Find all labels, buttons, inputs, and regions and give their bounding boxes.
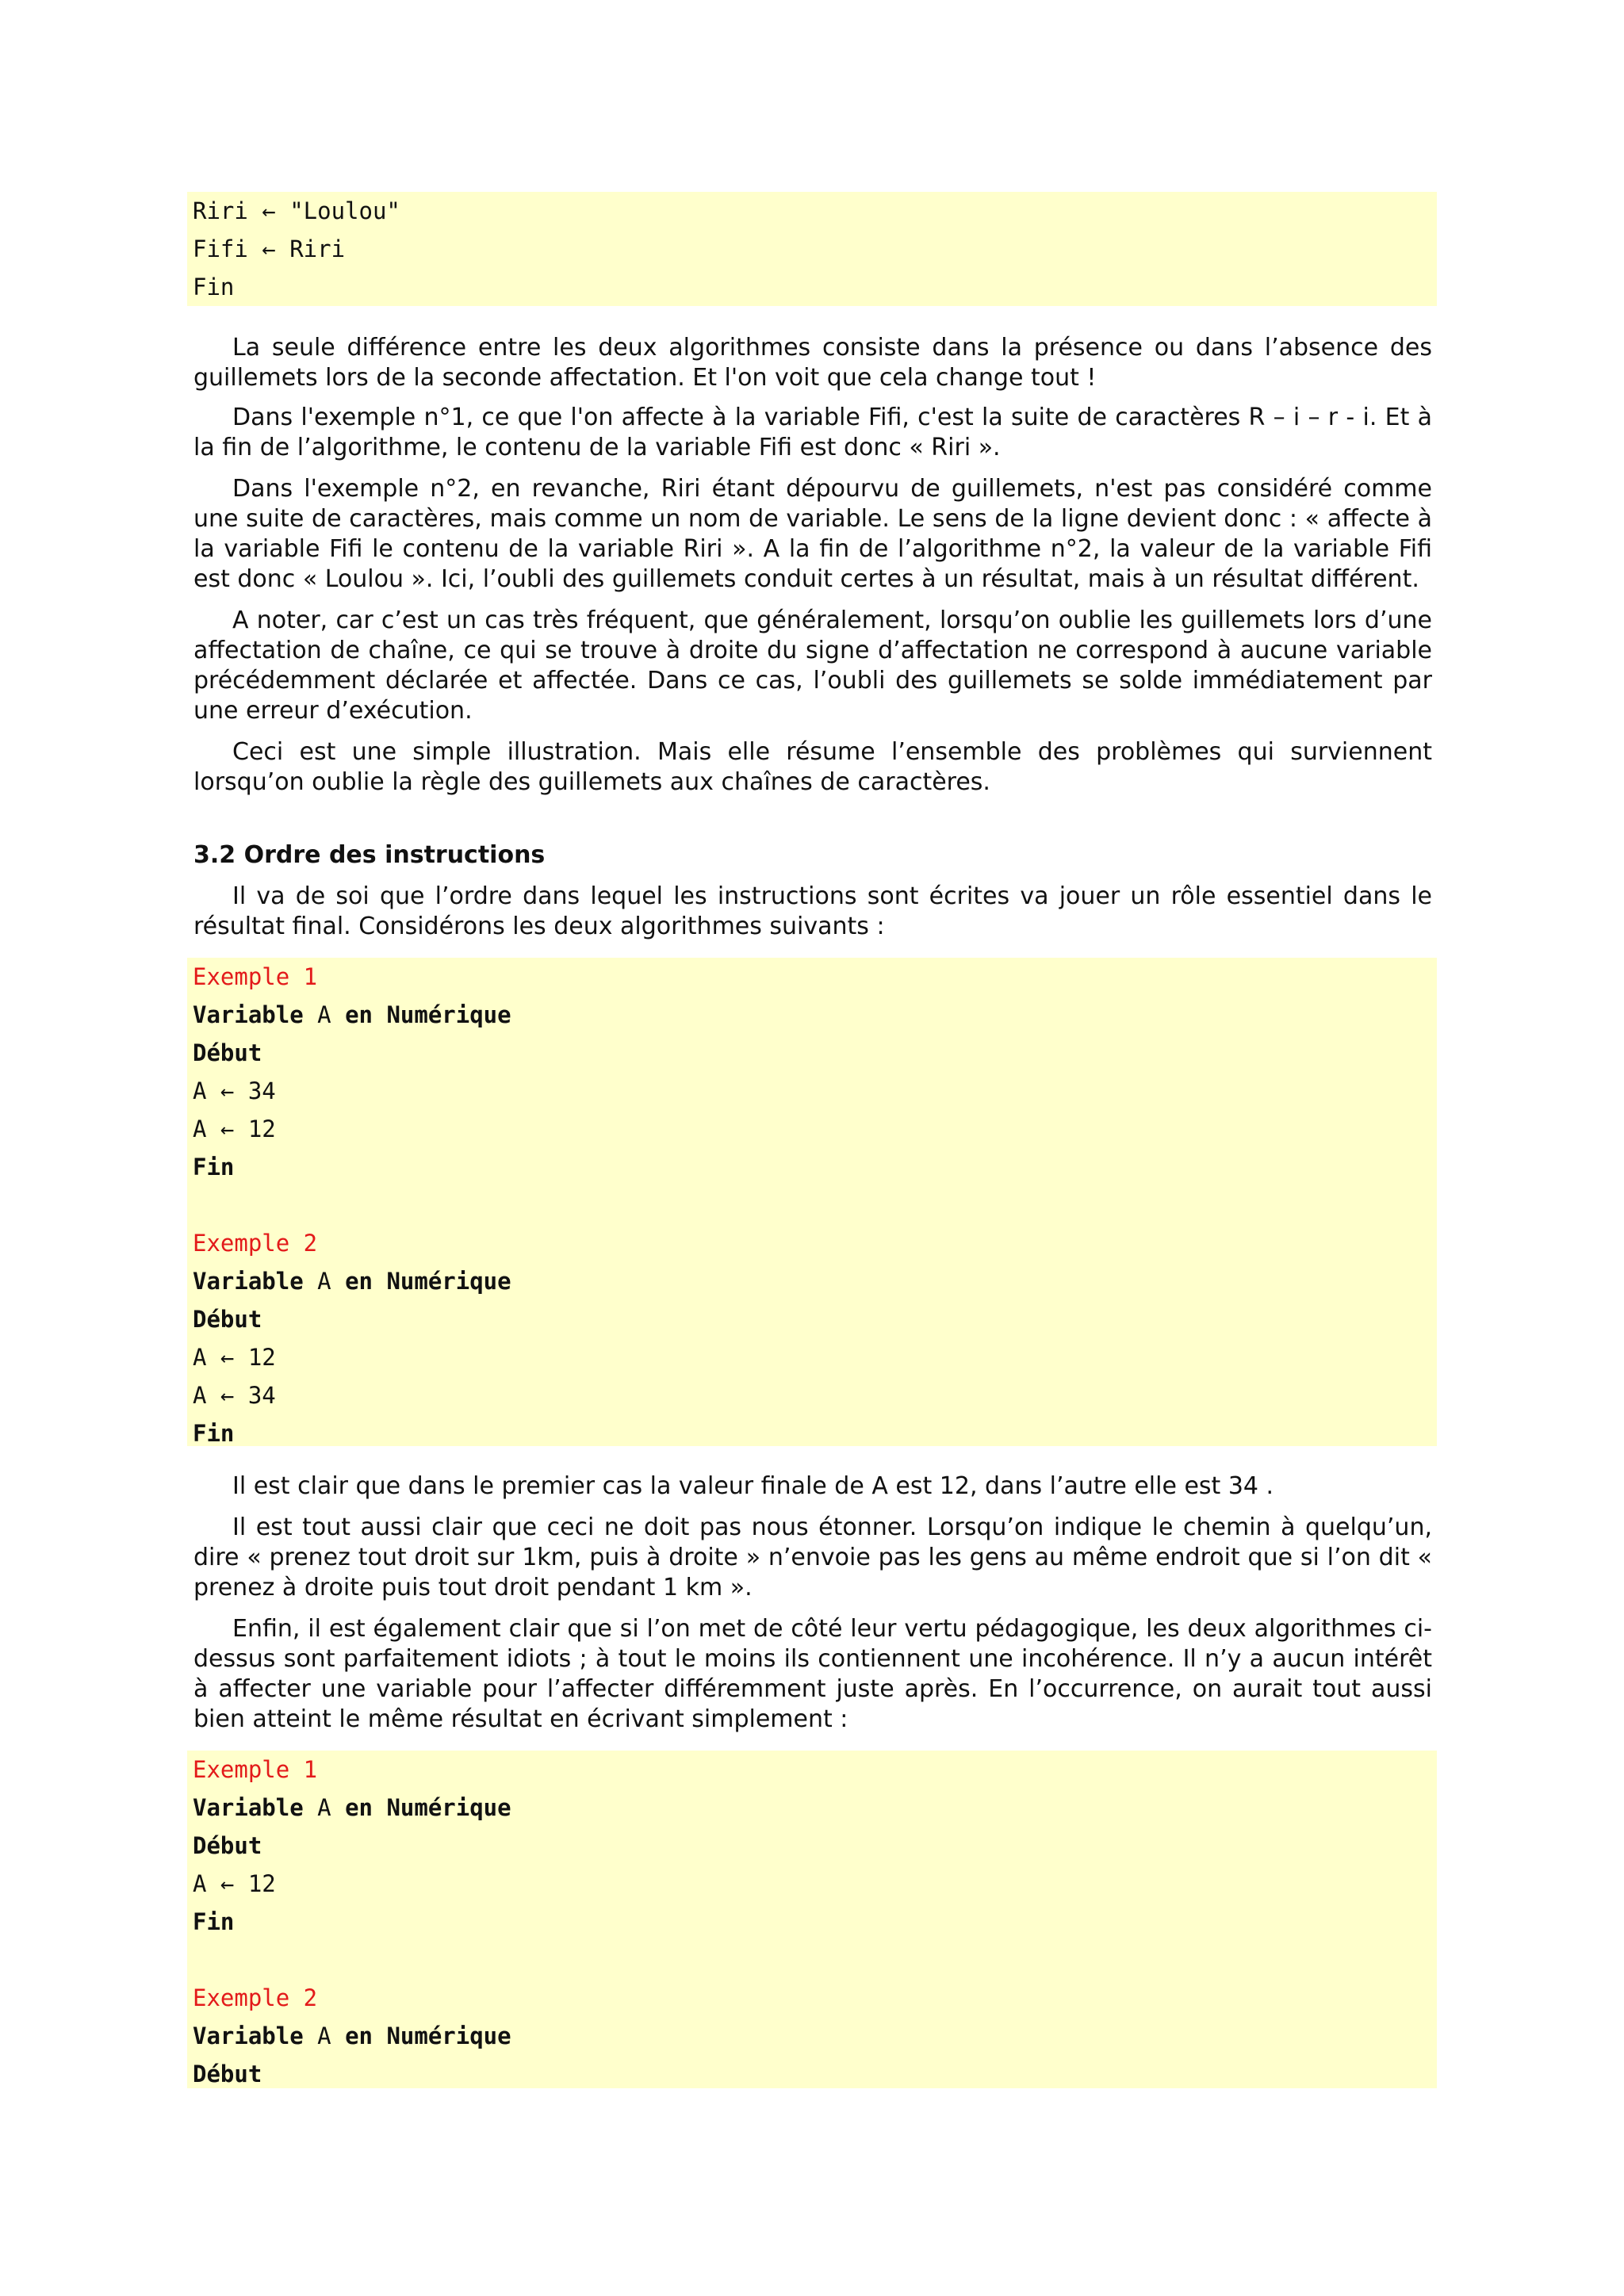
variable-name: A xyxy=(303,2022,346,2049)
keyword: Fin xyxy=(193,1154,235,1181)
example-label: Exemple 1 xyxy=(193,963,318,990)
keyword: Début xyxy=(193,1306,262,1333)
code-block-middle xyxy=(187,958,1437,1446)
example-label: Exemple 2 xyxy=(193,1984,318,2011)
code-line xyxy=(193,1300,262,1338)
keyword: Début xyxy=(193,1832,262,1859)
paragraph: Enfin, il est également clair que si l’on met de côté leur vertu pédagogique, les deux algorithmes ci-dessus sont parfaitement idiots ; à tout le moins ils contiennent une incohérence. Il n’y a aucun intérêt à affecter une variable pour l’affecter différemment juste après. En l’occurrence, on aurait tout aussi bien atteint le même résultat en écrivant simplement : xyxy=(193,1615,1432,1733)
variable-name: A xyxy=(303,1001,346,1028)
code-line xyxy=(193,2017,511,2055)
keyword: Fin xyxy=(193,1420,235,1447)
code-line: Riri ← "Loulou" xyxy=(193,197,400,224)
code-line: A ← 34 xyxy=(193,1077,276,1104)
paragraph: Ceci est une simple illustration. Mais elle résume l’ensemble des problèmes qui surviennent lorsqu’on oublie la règle des guillemets aux chaînes de caractères. xyxy=(193,738,1432,796)
code-line xyxy=(193,1414,234,1452)
paragraph: A noter, car c’est un cas très fréquent, que généralement, lorsqu’on oublie les guillemets lors d’une affectation de chaîne, ce qui se trouve à droite du signe d’affectation ne correspond à aucune variable précédemment déclarée et affectée. Dans ce cas, l’oubli des guillemets se solde immédiatement par une erreur d’exécution. xyxy=(193,607,1432,725)
variable-name: A xyxy=(303,1268,346,1295)
code-line xyxy=(193,1903,234,1941)
code-block-bottom xyxy=(187,1751,1437,2088)
section-heading: 3.2 Ordre des instructions xyxy=(193,841,546,869)
keyword: Variable xyxy=(193,1268,304,1295)
keyword: en Numérique xyxy=(345,1268,511,1295)
code-line: Fin xyxy=(193,274,235,300)
code-block-top xyxy=(187,192,1437,306)
paragraph: Il est clair que dans le premier cas la valeur finale de A est 12, dans l’autre elle est 34 . xyxy=(232,1472,1274,1500)
code-line: A ← 34 xyxy=(193,1382,276,1409)
keyword: Début xyxy=(193,1039,262,1066)
paragraph: Il est tout aussi clair que ceci ne doit pas nous étonner. Lorsqu’on indique le chemin à quelqu’un, dire « prenez tout droit sur 1km, puis à droite » n’envoie pas les gens au même endroit que si l’on dit « prenez à droite puis tout droit pendant 1 km ». xyxy=(193,1513,1432,1601)
keyword: Fin xyxy=(193,1908,235,1935)
keyword: Début xyxy=(193,2061,262,2087)
code-line xyxy=(193,1262,511,1300)
code-line: Fifi ← Riri xyxy=(193,235,346,262)
code-line xyxy=(193,2055,262,2093)
code-line xyxy=(193,1034,262,1072)
variable-name: A xyxy=(303,1794,346,1821)
keyword: en Numérique xyxy=(345,1794,511,1821)
code-line: A ← 12 xyxy=(193,1344,276,1371)
keyword: Variable xyxy=(193,1794,304,1821)
example-label: Exemple 2 xyxy=(193,1230,318,1257)
keyword: Variable xyxy=(193,2022,304,2049)
code-line xyxy=(193,1827,262,1865)
code-line: A ← 12 xyxy=(193,1115,276,1142)
example-label: Exemple 1 xyxy=(193,1756,318,1783)
code-line: A ← 12 xyxy=(193,1870,276,1897)
code-line xyxy=(193,1148,234,1186)
keyword: Variable xyxy=(193,1001,304,1028)
paragraph: La seule différence entre les deux algorithmes consiste dans la présence ou dans l’absence des guillemets lors de la seconde affectation. Et l'on voit que cela change tout ! xyxy=(193,334,1432,392)
paragraph: Il va de soi que l’ordre dans lequel les instructions sont écrites va jouer un rôle essentiel dans le résultat final. Considérons les deux algorithmes suivants : xyxy=(193,882,1432,940)
code-line xyxy=(193,1789,511,1827)
paragraph: Dans l'exemple n°2, en revanche, Riri étant dépourvu de guillemets, n'est pas considéré comme une suite de caractères, mais comme un nom de variable. Le sens de la ligne devient donc : « affecte à la variable Fifi le contenu de la variable Riri ». A la fin de l’algorithme n°2, la valeur de la variable Fifi est donc « Loulou ». Ici, l’oubli des guillemets conduit certes à un résultat, mais à un résultat différent. xyxy=(193,475,1432,593)
keyword: en Numérique xyxy=(345,2022,511,2049)
code-line xyxy=(193,996,511,1034)
paragraph: Dans l'exemple n°1, ce que l'on affecte à la variable Fifi, c'est la suite de caractères R – i – r - i. Et à la fin de l’algorithme, le contenu de la variable Fifi est donc « Riri ». xyxy=(193,404,1432,461)
keyword: en Numérique xyxy=(345,1001,511,1028)
